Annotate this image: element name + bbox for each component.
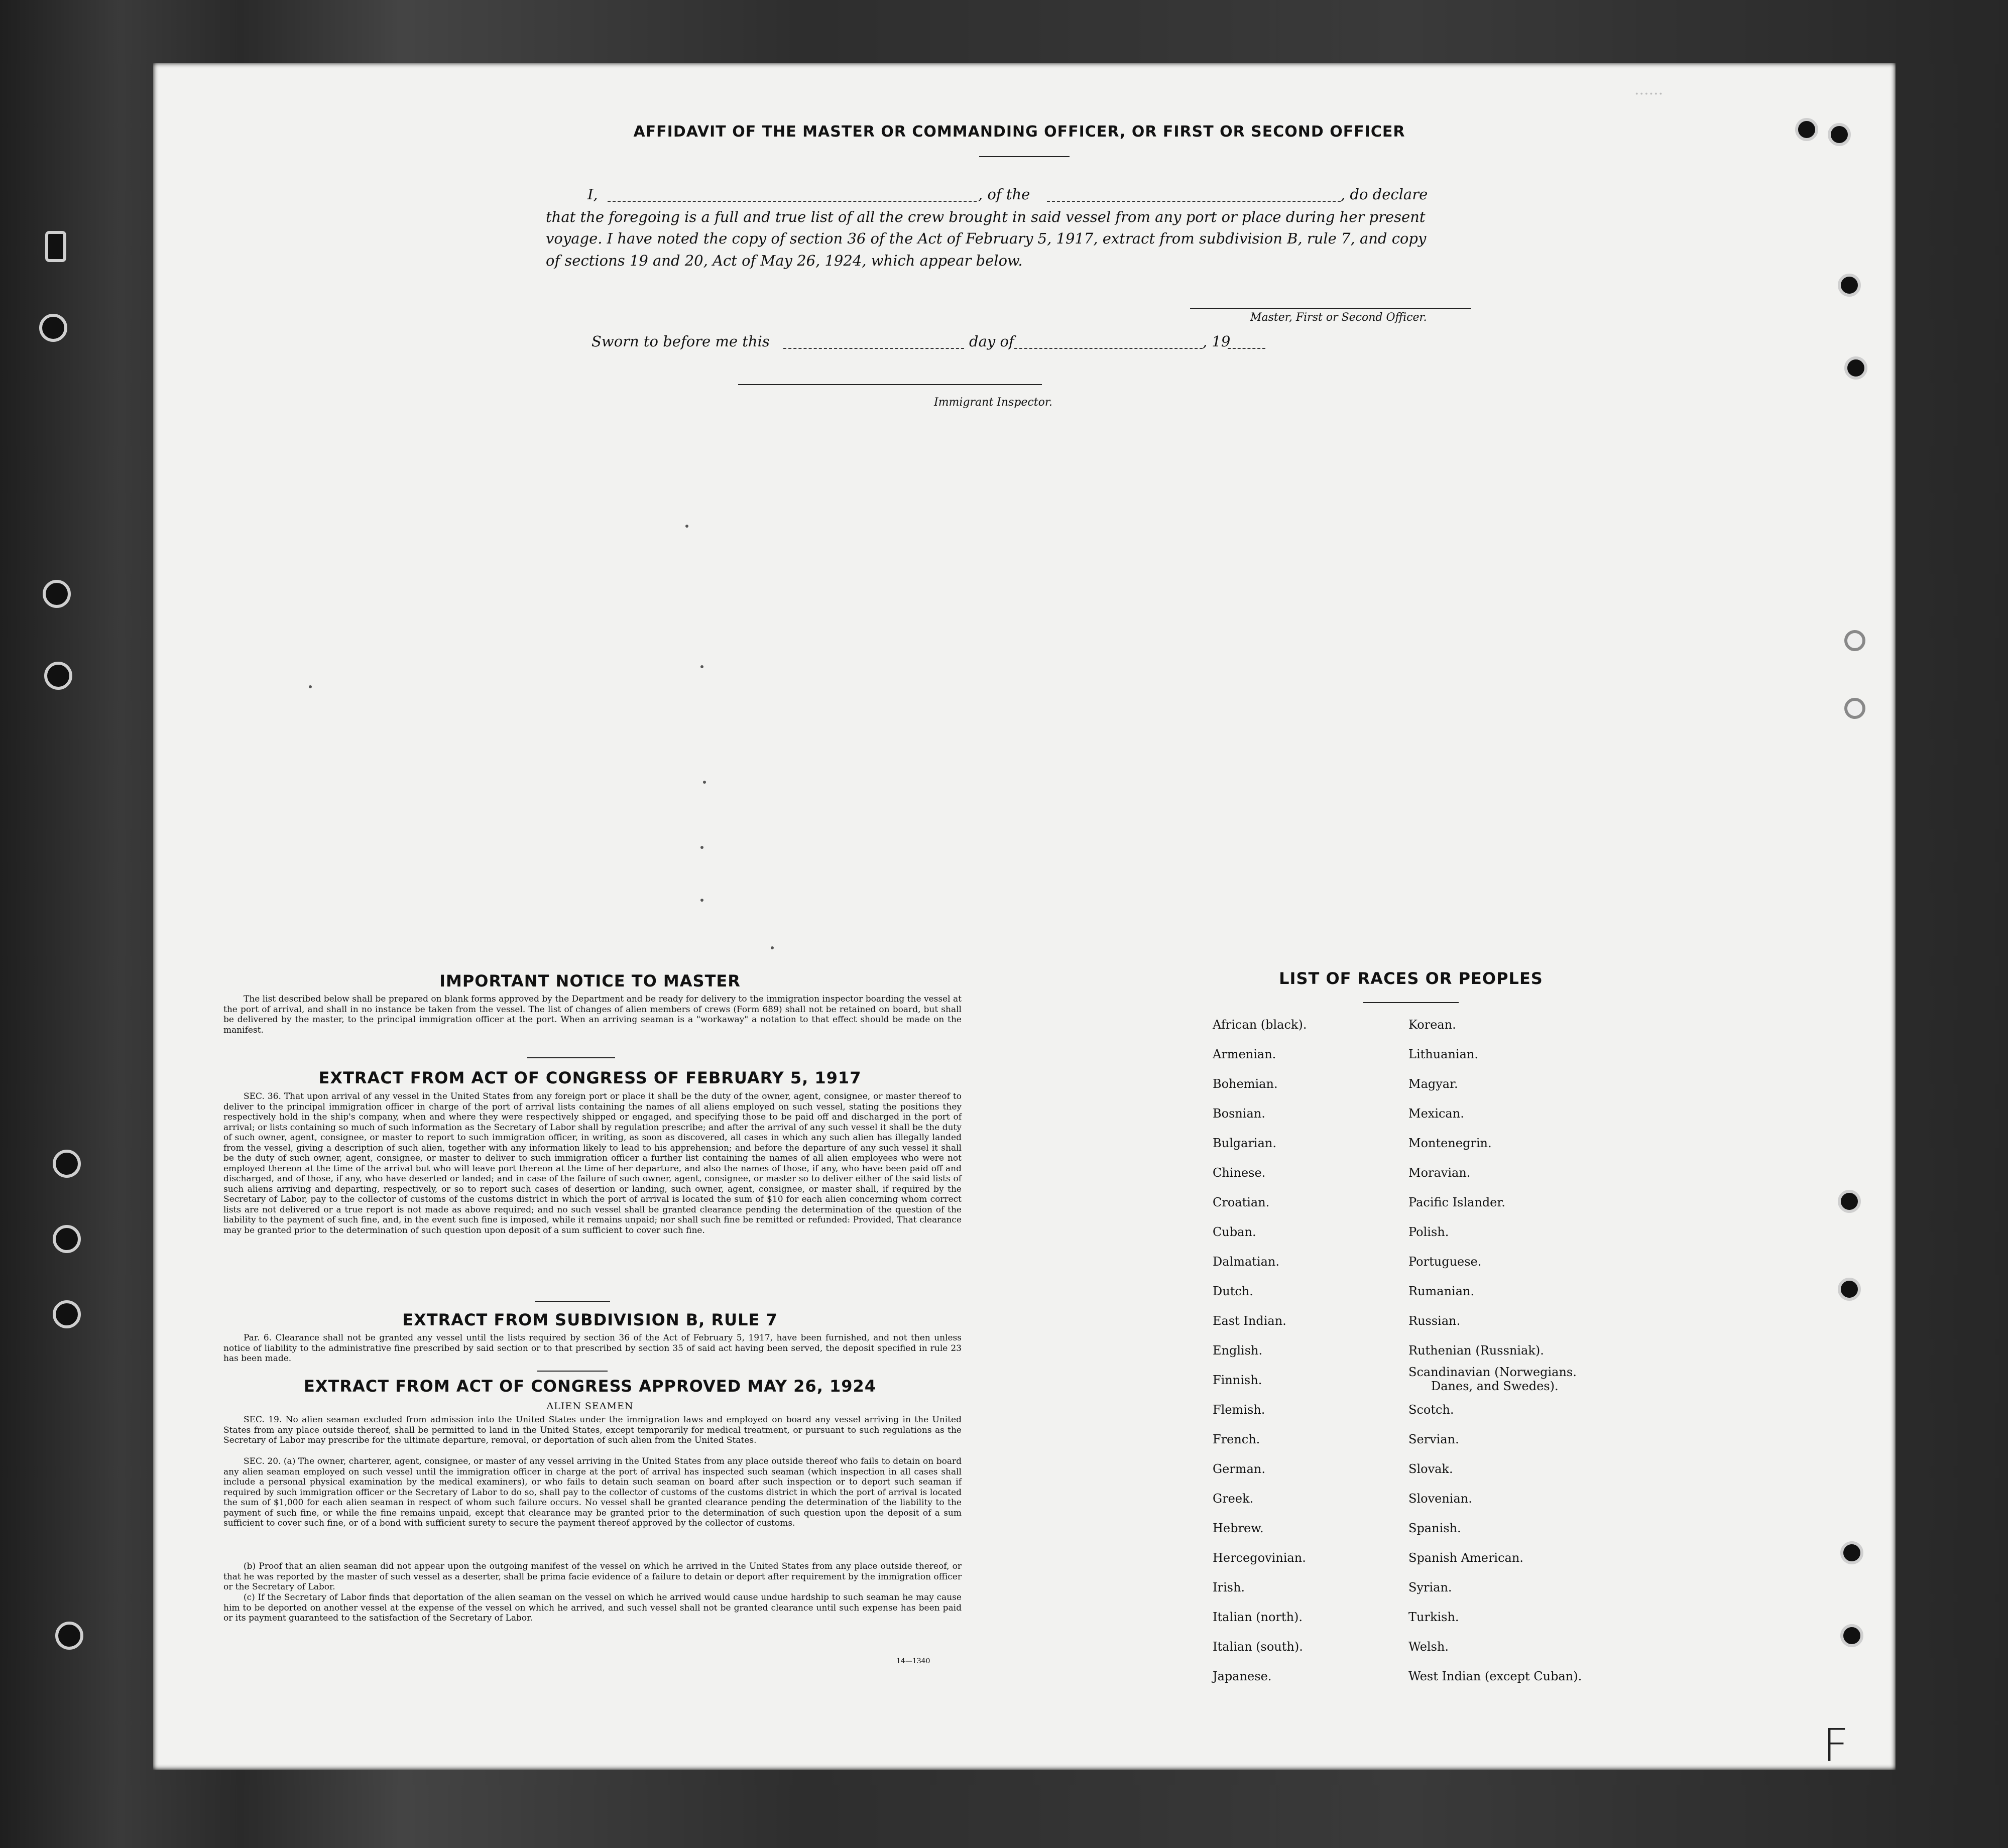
binder-hole: [53, 1150, 81, 1178]
sworn-month-blank[interactable]: [1014, 348, 1203, 349]
binder-hole: [45, 231, 66, 262]
extract-rule7-text: Par. 6. Clearance shall not be granted any vessel until the lists required by section 36 of the Act of February 5, 1917, have been furnished, and not then unless notice of liability to the administrative fine prescribed by said section or to that prescribed by section 35 of said act having been served, the deposit specified in rule 23 has been made.: [223, 1333, 962, 1364]
race-item: Lithuanian.: [1408, 1047, 1479, 1061]
race-item: Turkish.: [1408, 1610, 1459, 1624]
binder-hole: [43, 580, 71, 608]
binder-hole: [53, 1300, 81, 1328]
notice-title: IMPORTANT NOTICE TO MASTER: [439, 971, 741, 991]
race-item: Hercegovinian.: [1213, 1551, 1306, 1565]
form-page: [153, 63, 1896, 1770]
race-item: Japanese.: [1213, 1669, 1272, 1683]
paper-hole: [1795, 118, 1818, 141]
name-blank[interactable]: [608, 201, 977, 202]
sworn-day-blank[interactable]: [783, 348, 964, 349]
race-item: Chinese.: [1213, 1166, 1266, 1180]
master-caption: Master, First or Second Officer.: [1250, 311, 1427, 324]
paper-hole: [1844, 356, 1867, 380]
race-item: Armenian.: [1213, 1047, 1276, 1061]
binder-hole: [55, 1622, 83, 1650]
handwritten-mark: F: [1823, 1719, 1849, 1772]
inspector-signature-line[interactable]: [738, 384, 1042, 385]
race-item: Servian.: [1408, 1432, 1459, 1446]
inspector-caption: Immigrant Inspector.: [934, 396, 1052, 409]
affidavit-i: I,: [587, 186, 598, 203]
race-item: Moravian.: [1408, 1166, 1471, 1180]
race-item: Irish.: [1213, 1580, 1245, 1594]
day-of-label: day of: [969, 333, 1014, 350]
race-item: Bosnian.: [1213, 1106, 1265, 1121]
race-item: Polish.: [1408, 1225, 1449, 1239]
race-item: English.: [1213, 1343, 1263, 1358]
extract-1924-title: EXTRACT FROM ACT OF CONGRESS APPROVED MAY 26, 1924: [303, 1377, 877, 1396]
sec20b-text: (b) Proof that an alien seaman did not appear upon the outgoing manifest of the vessel on which he arrived in the United States from any place outside thereof, or that he was reported by the master of such vessel as a deserter, shall be prima facie evidence of a failure to detain or deport after requirement by the immigration officer or the Secretary of Labor.: [223, 1561, 962, 1592]
race-item: German.: [1213, 1462, 1265, 1476]
race-item: Dalmatian.: [1213, 1255, 1280, 1269]
race-item: Russian.: [1408, 1314, 1461, 1328]
paper-hole: [1840, 1624, 1863, 1647]
bleed-dot: [771, 946, 774, 949]
race-item: Bohemian.: [1213, 1077, 1278, 1091]
sec20a-text: SEC. 20. (a) The owner, charterer, agent, consignee, or master of any vessel arriving in the United States from any place outside thereof who fails to detain on board any alien seaman employed on such vessel until the immigration officer in charge at the port of arrival has inspected such seaman (which inspection in all cases shall include a personal physical examination by the medical examiners), or who fails to detain such seaman on board after such inspection or to deport such seaman if required by such immigration officer or the Secretary of Labor to do so, shall pay to the collector of customs of the customs district in which the port of arrival is located the sum of $1,000 for each alien seaman in respect of whom such failure occurs. No vessel shall be granted clearance pending the determination of the liability to the payment of such fine, or while the fine remains unpaid, except that clearance may be granted prior to the determination of such question upon the deposit of a sum sufficient to cover such fine, or of a bond with sufficient surety to secure the payment thereof approved by the collector of customs.: [223, 1456, 962, 1528]
binder-hole: [39, 314, 67, 342]
race-item: Syrian.: [1408, 1580, 1452, 1594]
race-item-continuation: Danes, and Swedes).: [1431, 1379, 1559, 1393]
paper-hole: [1828, 123, 1851, 146]
bleed-dot: [700, 899, 703, 902]
affidavit-title: AFFIDAVIT OF THE MASTER OR COMMANDING OFFICER, OR FIRST OR SECOND OFFICER: [633, 123, 1405, 141]
extract-1917-text: SEC. 36. That upon arrival of any vessel in the United States from any foreign port or place it shall be the duty of the owner, agent, consignee, or master thereof to deliver to the principal immigration officer in charge of the port of arrival lists containing the names of all aliens employed on such vessel, stating the positions they respectively hold in the ship's company, when and where they were respectively shipped or engaged, and specifying those to be paid off and discharged in the port of arrival; or lists containing so much of such information as the Secretary of Labor shall by regulation prescribe; and after the arrival of any such vessel it shall be the duty of such owner, agent, consignee, or master to report to such immigration officer, in writing, as soon as discovered, all cases in which any such alien has illegally landed from the vessel, giving a description of such alien, together with any information likely to lead to his apprehension; and before the departure of any such vessel it shall be the duty of such owner, agent, consignee, or master to deliver to such immigration officer a further list containing the names of all alien employees who were not employed thereon at the time of the arrival but who will leave port thereon at the time of her departure, and also the names of those, if any, who have been paid off and discharged, and of those, if any, who have deserted or landed; and in case of the failure of such owner, agent, consignee, or master so to deliver either of the said lists of such aliens arriving and departing, respectively, or so to report such cases of desertion or landing, such owner, agent, consignee, or master shall, if required by the Secretary of Labor, pay to the collector of customs of the customs district in which the port of arrival is located the sum of $10 for each alien concerning whom correct lists are not delivered or a true report is not made as above required; and no such vessel shall be granted clearance pending the determination of the question of the liability to the payment of such fine, and, in the event such fine is imposed, while it remains unpaid; nor shall such fine be remitted or refunded: Provided, That clearance may be granted prior to the determination of such question upon deposit of a sum sufficient to cover such fine.: [223, 1091, 962, 1236]
race-item: East Indian.: [1213, 1314, 1286, 1328]
affidavit-line3: voyage. I have noted the copy of section 36 of the Act of February 5, 1917, extract from subdivision B, rule 7, and copy: [546, 230, 1427, 247]
notice-text: The list described below shall be prepared on blank forms approved by the Department and be ready for delivery to the immigration inspector boarding the vessel at the port of arrival, and shall in no instance be taken from the vessel. The list of changes of alien members of crews (Form 689) shall not be retained on board, but shall be delivered by the master, to the principal immigration officer at the port. When an arriving seaman is a "workaway" a notation to that effect should be made on the manifest.: [223, 994, 962, 1035]
race-item: Bulgarian.: [1213, 1136, 1276, 1150]
affidavit-declare: , do declare: [1341, 186, 1428, 203]
race-item: Welsh.: [1408, 1640, 1449, 1654]
race-item: Italian (south).: [1213, 1640, 1303, 1654]
bleed-through: ······: [1634, 85, 1664, 103]
section-divider: [537, 1371, 608, 1372]
race-item: Greek.: [1213, 1492, 1254, 1506]
title-underline: [979, 156, 1070, 157]
race-item: Magyar.: [1408, 1077, 1458, 1091]
master-signature-line[interactable]: [1190, 308, 1471, 309]
bleed-dot: [703, 781, 706, 784]
form-number: 14—1340: [896, 1657, 930, 1665]
race-item: French.: [1213, 1432, 1260, 1446]
extract-1917-title: EXTRACT FROM ACT OF CONGRESS OF FEBRUARY 5, 1917: [318, 1068, 862, 1087]
binder-hole: [53, 1225, 81, 1253]
race-item: Scotch.: [1408, 1403, 1454, 1417]
race-item: Korean.: [1408, 1018, 1456, 1032]
race-item: Slovenian.: [1408, 1492, 1472, 1506]
sec19-text: SEC. 19. No alien seaman excluded from admission into the United States under the immigration laws and employed on board any vessel arriving in the United States from any place outside thereof, shall be permitted to land in the United States, except temporarily for medical treatment, or pursuant to such regulations as the Secretary of Labor may prescribe for the ultimate departure, removal, or deportation of such alien from the United States.: [223, 1415, 962, 1445]
race-item: Slovak.: [1408, 1462, 1453, 1476]
sec20c-text: (c) If the Secretary of Labor finds that deportation of the alien seaman on the vessel on which he arrived would cause undue hardship to such seaman he may cause him to be deported on another vessel at the expense of the vessel on which he arrived, and such vessel shall not be granted clearance until such expense has been paid or its payment guaranteed to the satisfaction of the Secretary of Labor.: [223, 1592, 962, 1623]
race-item: Hebrew.: [1213, 1521, 1264, 1535]
race-item: Rumanian.: [1408, 1284, 1475, 1298]
vessel-blank[interactable]: [1047, 201, 1341, 202]
paper-hole: [1838, 274, 1861, 297]
paper-hole: [1838, 1278, 1861, 1301]
paper-hole: [1844, 698, 1865, 719]
race-item: Ruthenian (Russniak).: [1408, 1343, 1544, 1358]
race-item: Italian (north).: [1213, 1610, 1303, 1624]
race-item: Spanish American.: [1408, 1551, 1523, 1565]
bleed-dot: [700, 846, 703, 849]
affidavit-line4: of sections 19 and 20, Act of May 26, 1924, which appear below.: [546, 252, 1023, 269]
race-item: Cuban.: [1213, 1225, 1256, 1239]
sworn-label: Sworn to before me this: [592, 333, 770, 350]
race-item: Finnish.: [1213, 1373, 1262, 1387]
race-item: African (black).: [1213, 1018, 1307, 1032]
race-item: Mexican.: [1408, 1106, 1464, 1121]
race-item: Spanish.: [1408, 1521, 1461, 1535]
race-item: West Indian (except Cuban).: [1408, 1669, 1582, 1683]
paper-hole: [1838, 1190, 1861, 1213]
bleed-dot: [700, 665, 703, 668]
alien-seamen-subtitle: ALIEN SEAMEN: [546, 1401, 634, 1412]
section-divider: [527, 1057, 615, 1058]
race-item: Flemish.: [1213, 1403, 1265, 1417]
paper-hole: [1840, 1541, 1863, 1564]
bleed-dot: [685, 525, 688, 528]
race-item: Portuguese.: [1408, 1255, 1482, 1269]
races-title-underline: [1363, 1002, 1459, 1003]
bleed-dot: [309, 685, 312, 688]
affidavit-line2: that the foregoing is a full and true list of all the crew brought in said vessel from any port or place during her present: [546, 208, 1426, 225]
race-item: Scandinavian (Norwegians.: [1408, 1365, 1577, 1379]
extract-rule7-title: EXTRACT FROM SUBDIVISION B, RULE 7: [402, 1310, 778, 1329]
race-item: Pacific Islander.: [1408, 1195, 1505, 1209]
year-prefix: , 19: [1203, 333, 1231, 350]
race-item: Montenegrin.: [1408, 1136, 1492, 1150]
section-divider: [535, 1301, 610, 1302]
paper-hole: [1844, 630, 1865, 651]
affidavit-of-the: , of the: [978, 186, 1030, 203]
race-item: Croatian.: [1213, 1195, 1270, 1209]
races-title: LIST OF RACES OR PEOPLES: [1279, 969, 1543, 988]
year-blank[interactable]: [1228, 348, 1265, 349]
binder-hole: [44, 662, 72, 690]
race-item: Dutch.: [1213, 1284, 1253, 1298]
